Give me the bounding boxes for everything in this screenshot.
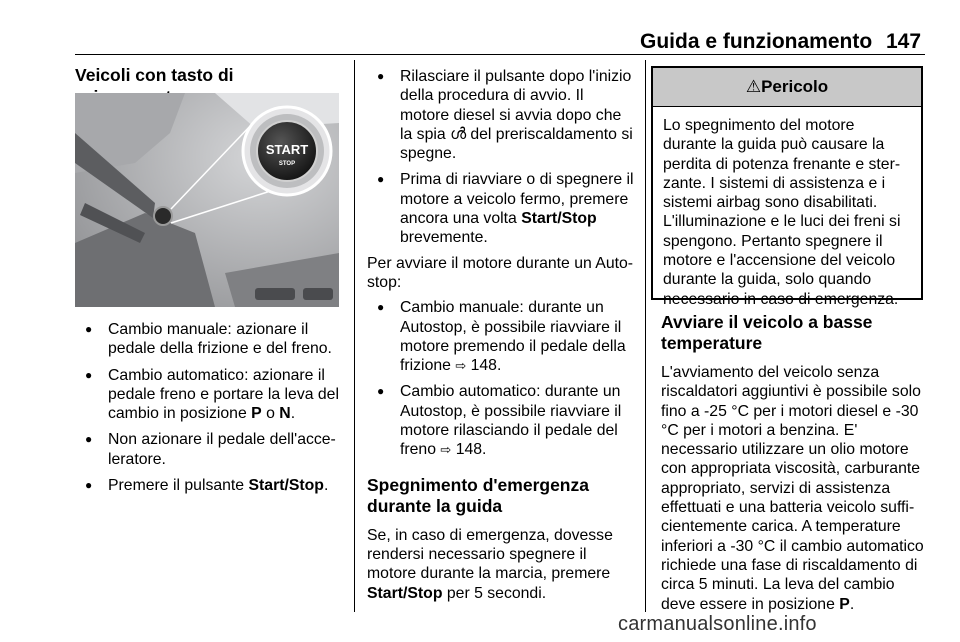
dashboard-illustration [75, 93, 339, 307]
start-label: START [265, 142, 309, 157]
list-item-text: Cambio manuale: durante un Autostop, è possibile riavviare il motore premendo il pedale della frizione [400, 299, 626, 375]
danger-title: Pericolo [761, 77, 829, 96]
warning-triangle-icon: ⚠ [745, 77, 762, 96]
list-item-text: brevemente. [400, 229, 488, 247]
start-stop-label: Start/Stop [367, 584, 443, 602]
list-item [367, 382, 635, 459]
gear-position-p: P [251, 405, 262, 423]
list-item-text: del preriscaldamento si spegne. [400, 125, 633, 163]
page-reference-link[interactable]: 148. [451, 441, 487, 459]
page-number: 147 [886, 30, 922, 53]
danger-header [653, 68, 921, 107]
list-item-text: Cambio manuale: azionare il pedale della frizione e del freno. [108, 321, 332, 358]
low-temperature-paragraph [661, 363, 927, 614]
list-item-text: . [290, 405, 296, 423]
paragraph-text: L'avviamento del veicolo senza riscaldatori aggiuntivi è possibile solo fino a -25 °C per i motori diesel e -30 °C per i motori a benzina. E' necessario utilizzare un olio motore con appropriata viscosità, carburante appropriato, servizi di assistenza effettuati e una batteria veicolo suffi-cientemente carica. A temperature inferiori a -30 °C il cambio automatico richiede una fase di riscaldamento di circa 5 minuti. La leva del cambio deve essere in posizione [661, 364, 924, 613]
right-column [661, 312, 927, 614]
page-reference-link[interactable]: 148. [466, 357, 502, 375]
middle-bullet-list-top [367, 67, 635, 248]
section-heading-emergency: Spegnimento d'emergenza durante la guida [367, 474, 589, 516]
page-header-title: Guida e funzionamento [640, 30, 873, 53]
start-stop-label: Start/Stop [248, 477, 324, 495]
gear-position-n: N [279, 405, 291, 423]
list-item [367, 170, 635, 247]
page-reference-arrow-icon: ⇨ [440, 442, 452, 458]
list-item [75, 430, 345, 469]
list-item [367, 298, 635, 375]
middle-bullet-list-autostop [367, 298, 635, 459]
list-item [75, 476, 345, 495]
list-item [75, 320, 345, 359]
column-divider-right [645, 60, 646, 612]
list-item [367, 67, 635, 163]
danger-warning-box [651, 66, 923, 308]
autostop-intro: Per avviare il motore durante un Auto-stop: [367, 254, 634, 291]
list-item [75, 366, 345, 424]
middle-column [367, 67, 635, 603]
header-rule [75, 54, 925, 55]
start-stop-button-photo [75, 93, 339, 307]
start-stop-label: Start/Stop [521, 210, 597, 228]
list-item-text: . [323, 477, 329, 495]
paragraph-text: . [849, 595, 855, 613]
watermark: carmanualsonline.info [618, 613, 817, 635]
paragraph-text: Se, in caso di emergenza, dovesse rendersi necessario spegnere il motore durante la marcia, premere [367, 526, 613, 583]
section-heading-push-button: Veicoli con tasto di [75, 65, 234, 85]
emergency-paragraph [367, 526, 635, 603]
list-item-text: Prima di riavviare o di spegnere il motore a veicolo fermo, premere ancora una volta [400, 171, 634, 228]
left-bullets [75, 320, 345, 495]
stop-label: STOP [278, 161, 296, 167]
gear-position-p: P [839, 595, 850, 613]
list-item-text: Cambio automatico: durante un Autostop, è possibile riavviare il motore rilasciando il pedale del freno [400, 383, 622, 459]
glow-plug-icon: ൾ [450, 125, 466, 143]
section-heading-low-temperature: Avviare il veicolo a basse temperature [661, 312, 873, 353]
column-divider-left [354, 60, 355, 612]
paragraph-text: per 5 secondi. [442, 584, 547, 602]
page-reference-arrow-icon: ⇨ [455, 358, 467, 374]
danger-body-text: Lo spegnimento del motore durante la guida può causare la perdita di potenza frenante e ster-zante. I sistemi di assistenza e i sistemi airbag sono disabilitati. L'illuminazione e le luci dei freni si spengono. Pertanto spegnere il motore e l'accensione del veicolo durante la guida, solo quando necessario in caso di emergenza. [663, 117, 901, 308]
list-item-text: o [261, 405, 280, 423]
list-item-text: Rilasciare il pulsante dopo l'inizio della procedura di avvio. Il motore diesel si avvia dopo che la spia [400, 68, 632, 143]
list-item-text: Non azionare il pedale dell'acce-leratore. [108, 431, 336, 468]
list-item-text: Premere il pulsante [108, 477, 249, 495]
left-bullet-list [75, 320, 345, 495]
list-item-text: Cambio automatico: azionare il pedale freno e portare la leva del cambio in posizione [108, 366, 339, 423]
